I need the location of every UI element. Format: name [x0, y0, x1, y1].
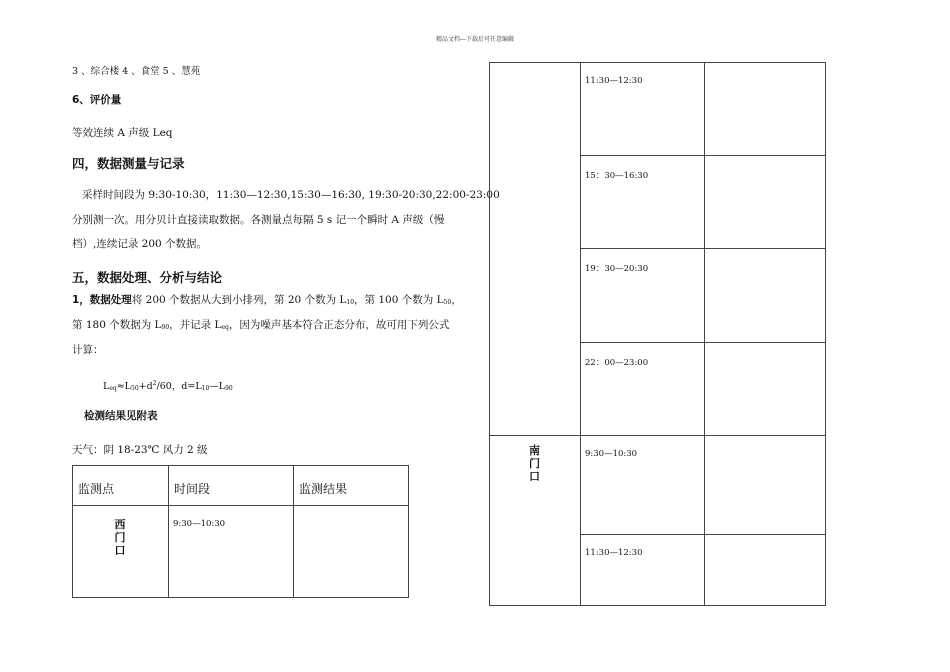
subscript: eq [221, 324, 229, 331]
time-cell: 19：30—20:30 [581, 249, 705, 343]
formula-part: ≈L [116, 381, 131, 392]
processing-lead: 1，数据处理 [72, 294, 132, 306]
subscript: 10 [201, 385, 210, 392]
superscript: 2 [152, 380, 157, 387]
subscript: 50 [131, 385, 139, 392]
time-cell: 22：00—23:00 [581, 343, 705, 436]
section6-body: 等效连续 A 声级 Leq [72, 127, 173, 139]
subscript: eq [109, 385, 117, 392]
formula-part: L [103, 381, 110, 392]
header-result: 监测结果 [294, 466, 409, 506]
processing-text: ，并记录 L [169, 319, 222, 331]
processing-text: 将 200 个数据从大到小排列，第 20 个数为 L [131, 294, 347, 306]
result-cell [294, 506, 409, 598]
formula-part: +d [138, 381, 153, 392]
results-note: 检测结果见附表 [84, 410, 158, 422]
time-cell: 11:30—12:30 [581, 63, 705, 156]
time-cell: 9:30—10:30 [581, 436, 705, 535]
result-cell [705, 63, 826, 156]
result-cell [705, 343, 826, 436]
weather-line: 天气：阴 18-23℃ 风力 2 级 [72, 444, 208, 456]
subscript: 50 [443, 299, 452, 306]
result-cell [705, 535, 826, 606]
result-cell [705, 436, 826, 535]
time-cell: 15：30—16:30 [581, 156, 705, 249]
section6-title: 6、评价量 [72, 94, 122, 106]
site-cell [490, 436, 581, 606]
processing-text: ，第 100 个数为 L [354, 294, 444, 306]
result-cell [705, 249, 826, 343]
subscript: 10 [346, 299, 355, 306]
formula-part: —L [209, 381, 226, 392]
processing-line3: 计算： [72, 344, 104, 356]
subscript: 90 [161, 324, 170, 331]
section4-title: 四，数据测量与记录 [72, 156, 185, 171]
processing-text: ， [451, 294, 462, 306]
monitoring-table-continued [489, 62, 826, 606]
section4-line3: 档）,连续记录 200 个数据。 [72, 238, 208, 250]
section4-line2: 分别测一次。用分贝计直接读取数据。各测量点每隔 5 s 记一个瞬时 A 声级（慢 [72, 214, 445, 226]
processing-text: ，因为噪声基本符合正态分布，故可用下列公式 [228, 319, 450, 331]
section5-title: 五，数据处理、分析与结论 [72, 270, 223, 285]
time-cell: 9:30—10:30 [169, 506, 294, 598]
site-label: 西门口 [114, 518, 126, 557]
page-header: 精品文档---下载后可任意编辑 [435, 36, 515, 43]
site-cell [73, 506, 169, 598]
processing-line2 [72, 313, 449, 340]
table-header-row [73, 466, 409, 506]
site-cell [490, 63, 581, 436]
formula [103, 378, 233, 392]
table-row [73, 506, 409, 598]
table-row [490, 436, 826, 535]
monitoring-table [72, 465, 409, 598]
processing-text: 第 180 个数据为 L [72, 319, 162, 331]
header-site: 监测点 [73, 466, 169, 506]
header-time: 时间段 [169, 466, 294, 506]
processing-line1 [72, 288, 462, 315]
table-row [490, 63, 826, 156]
sites-line: 3 、综合楼 4 、食堂 5 、慧苑 [72, 66, 201, 77]
formula-part: /60，d=L [156, 381, 202, 392]
site-label: 南门口 [529, 444, 540, 483]
section4-line1: 采样时间段为 9:30-10:30，11:30—12:30,15:30—16:30, 19:30-20:30,22:00-23:00 [82, 189, 500, 201]
time-cell: 11:30—12:30 [581, 535, 705, 606]
subscript: 90 [225, 385, 233, 392]
result-cell [705, 156, 826, 249]
